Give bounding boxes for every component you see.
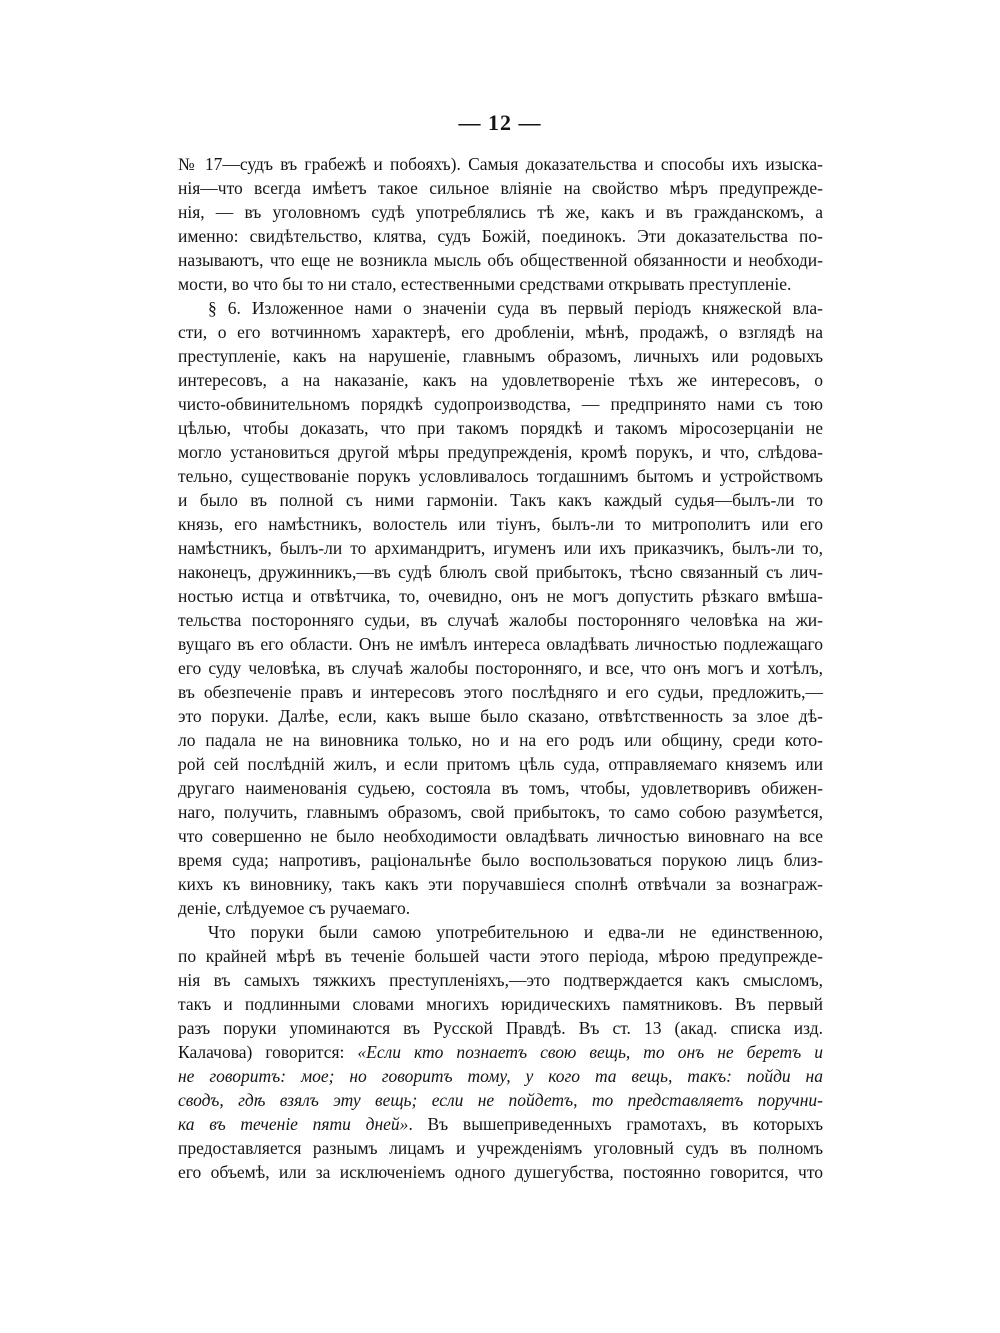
text-line [178,176,823,200]
text-segment: предоставляется разнымъ лицамъ и учрежденіямъ уголовный судъ въ полномъ [178,1138,823,1158]
text-line [178,272,823,296]
italic-quote-segment: не говоритъ: мое; но говоритъ тому, у кого та вещь, такъ: пойди на [178,1066,823,1086]
text-line [178,872,823,896]
text-line [178,1136,823,1160]
text-line [178,512,823,536]
text-segment: князь, его намѣстникъ, волостель или тіунъ, былъ-ли то митрополитъ или его [178,514,823,534]
text-line [178,344,823,368]
text-line [178,1040,823,1064]
text-line [178,320,823,344]
text-segment: могло установиться другой мѣры предупрежденія, кромѣ порукъ, и что, слѣдова- [178,442,823,462]
text-line [178,296,823,320]
text-line [178,776,823,800]
text-segment: что совершенно не было необходимости овладѣвать личностью виновнаго на все [178,826,823,846]
text-line [178,416,823,440]
text-line [178,704,823,728]
text-segment: вущаго въ его области. Онъ не имѣлъ интереса овладѣвать личностью подлежащаго [178,634,823,654]
text-segment: деніе, слѣдуемое съ ручаемаго. [178,898,411,918]
text-line [178,224,823,248]
text-segment: ло падала не на виновника только, но и на его родъ или общину, среди кото- [178,730,823,750]
text-segment: наго, получить, главнымъ образомъ, свой прибытокъ, то само собою разумѣется, [178,802,823,822]
text-segment: . Въ вышеприведенныхъ грамотахъ, въ которыхъ [408,1114,824,1134]
text-line [178,944,823,968]
italic-quote-segment: ка въ теченіе пяти дней» [178,1114,409,1134]
text-line [178,152,823,176]
text-line [178,560,823,584]
text-line [178,440,823,464]
text-segment: чисто-обвинительномъ порядкѣ судопроизводства, — предпринято нами съ тою [178,394,823,414]
body-text [178,152,823,1184]
text-segment: его суду человѣка, въ случаѣ жалобы посторонняго, и все, что онъ могъ и хотѣлъ, [178,658,823,678]
text-segment: нія, — въ уголовномъ судѣ употреблялись тѣ же, какъ и въ гражданскомъ, а [178,202,823,222]
text-line [178,368,823,392]
text-line [178,632,823,656]
text-segment: № 17—судъ въ грабежѣ и побояхъ). Самыя доказательства и способы ихъ изыска- [178,154,823,174]
text-segment: рой сей послѣдній жилъ, и если притомъ цѣль суда, отправляемаго княземъ или [178,754,823,774]
text-segment: тельства посторонняго судьи, въ случаѣ жалобы посторонняго человѣка на жи- [178,610,823,630]
text-segment: кихъ къ виновнику, такъ какъ эти поручавшіеся сполнѣ отвѣчали за вознаграж- [178,874,823,894]
text-line [178,1160,823,1184]
text-segment: сти, о его вотчинномъ характерѣ, его дробленіи, мѣнѣ, продажѣ, о взглядѣ на [178,322,823,342]
text-segment: наконецъ, дружинникъ,—въ судѣ блюлъ свой прибытокъ, тѣсно связанный съ лич- [178,562,823,582]
text-segment: его объемѣ, или за исключеніемъ одного душегубства, постоянно говорится, что [178,1162,823,1182]
text-segment: разъ поруки упоминаются въ Русской Правдѣ. Въ ст. 13 (акад. списка изд. [178,1018,823,1038]
text-line [178,1088,823,1112]
text-segment: нія—что всегда имѣетъ такое сильное вліяніе на свойство мѣръ предупрежде- [178,178,823,198]
text-segment: цѣлью, чтобы доказать, что при такомъ порядкѣ и такомъ міросозерцаніи не [178,418,823,438]
text-line [178,800,823,824]
text-segment: въ обезпеченіе правъ и интересовъ этого послѣдняго и его судьи, предложить,— [178,682,823,702]
text-line [178,728,823,752]
text-segment: Что поруки были самою употребительною и едва-ли не единственною, [208,922,823,942]
text-line [178,248,823,272]
text-line [178,464,823,488]
italic-quote-segment: сводъ, гдѣ взялъ эту вещь; если не пойдетъ, то представляетъ поручни- [178,1090,823,1110]
text-segment: нія въ самыхъ тяжкихъ преступленіяхъ,—это подтверждается какъ смысломъ, [178,970,823,990]
text-segment: называютъ, что еще не возникла мысль объ общественной обязанности и необходи- [178,250,823,270]
text-line [178,752,823,776]
text-segment: другаго наименованія судьею, состояла въ томъ, чтобы, удовлетворивъ обижен- [178,778,823,798]
text-segment: § 6. Изложенное нами о значеніи суда въ первый періодъ княжеской вла- [208,298,823,318]
text-line [178,896,823,920]
text-segment: преступленіе, какъ на нарушеніе, главнымъ образомъ, личныхъ или родовыхъ [178,346,823,366]
text-line [178,608,823,632]
text-line [178,1016,823,1040]
text-line [178,680,823,704]
page-number: — 12 — [458,110,542,135]
text-line [178,656,823,680]
text-line [178,536,823,560]
text-segment: время суда; напротивъ, раціональнѣе было воспользоваться порукою лицъ близ- [178,850,823,870]
text-segment: именно: свидѣтельство, клятва, судъ Божій, поединокъ. Эти доказательства по- [178,226,823,246]
text-line [178,992,823,1016]
text-line [178,1064,823,1088]
text-line [178,584,823,608]
italic-quote-segment: «Если кто познаетъ свою вещь, то онъ не беретъ и [357,1042,824,1062]
text-line [178,200,823,224]
text-segment: мости, во что бы то ни стало, естественными средствами открывать преступленіе. [178,274,792,294]
text-segment: Калачова) говорится: [178,1042,358,1062]
text-segment: по крайней мѣрѣ въ теченіе большей части этого періода, мѣрою предупрежде- [178,946,823,966]
text-segment: тельно, существованіе порукъ условливалось тогдашнимъ бытомъ и устройствомъ [178,466,823,486]
text-segment: это поруки. Далѣе, если, какъ выше было сказано, отвѣтственность за злое дѣ- [178,706,823,726]
text-line [178,848,823,872]
text-segment: ностью истца и отвѣтчика, то, очевидно, онъ не могъ допустить рѣзкаго вмѣша- [178,586,823,606]
text-line [178,488,823,512]
text-line [178,968,823,992]
text-line [178,824,823,848]
text-line [178,392,823,416]
text-line [178,920,823,944]
text-segment: такъ и подлинными словами многихъ юридическихъ памятниковъ. Въ первый [178,994,823,1014]
text-segment: и было въ полной съ ними гармоніи. Такъ какъ каждый судья—былъ-ли то [178,490,823,510]
text-line [178,1112,823,1136]
text-segment: интересовъ, а на наказаніе, какъ на удовлетвореніе тѣхъ же интересовъ, о [178,370,823,390]
text-segment: намѣстникъ, былъ-ли то архимандритъ, игуменъ или ихъ приказчикъ, былъ-ли то, [178,538,823,558]
